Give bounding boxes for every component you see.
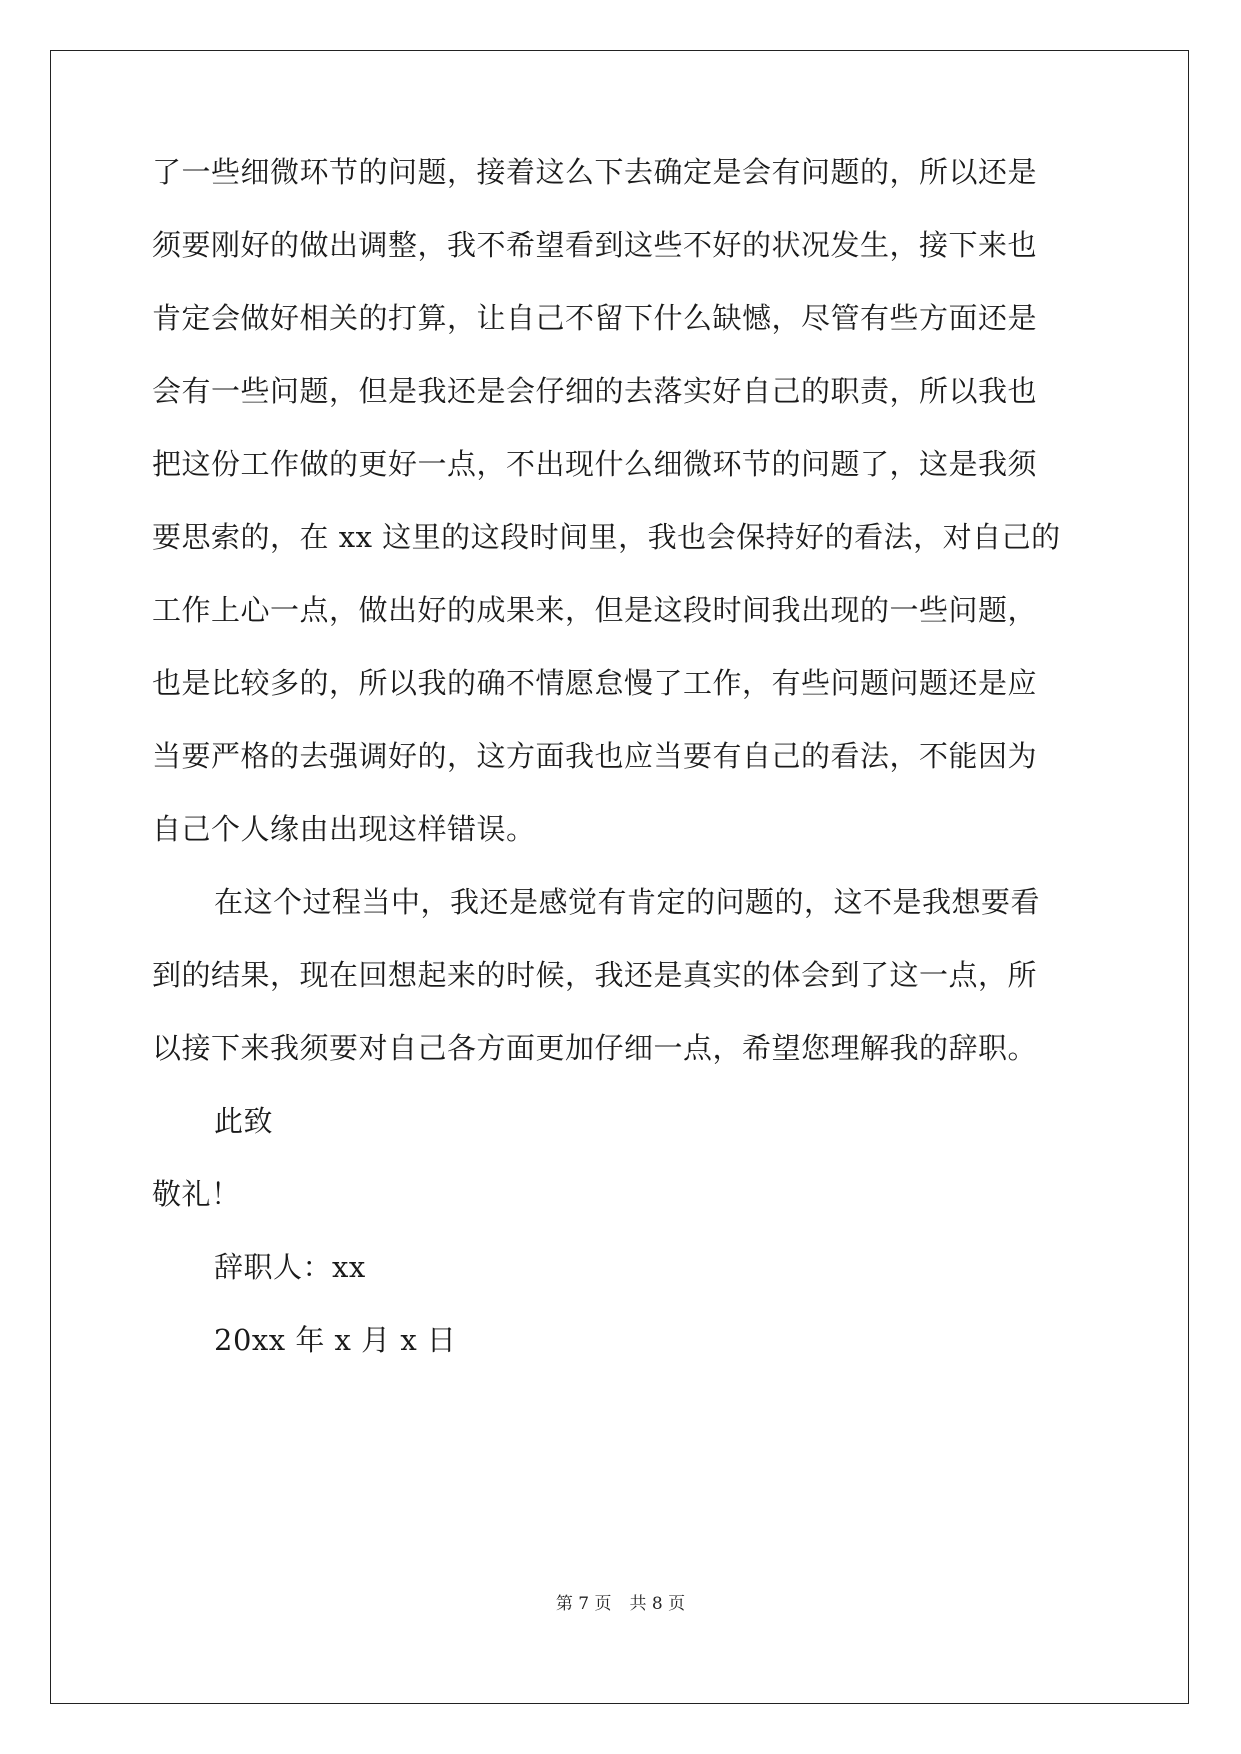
body-line: 到的结果，现在回想起来的时候，我还是真实的体会到了这一点，所: [152, 958, 1038, 992]
page-current: 第 7 页: [555, 1594, 612, 1614]
body-line: 也是比较多的，所以我的确不情愿怠慢了工作，有些问题问题还是应: [152, 666, 1038, 700]
body-line: 须要刚好的做出调整，我不希望看到这些不好的状况发生，接下来也: [152, 228, 1038, 262]
body-line: 在这个过程当中，我还是感觉有肯定的问题的，这不是我想要看: [214, 885, 1041, 919]
date-line: 20xx 年 x 月 x 日: [214, 1323, 457, 1357]
body-line: 会有一些问题，但是我还是会仔细的去落实好自己的职责，所以我也: [152, 374, 1038, 408]
closing-salutation: 此致: [214, 1104, 274, 1138]
closing-regards: 敬礼！: [152, 1177, 241, 1211]
body-line: 把这份工作做的更好一点，不出现什么细微环节的问题了，这是我须: [152, 447, 1038, 481]
body-line: 自己个人缘由出现这样错误。: [152, 812, 536, 846]
body-line: 当要严格的去强调好的，这方面我也应当要有自己的看法，不能因为: [152, 739, 1038, 773]
signer-line: 辞职人：xx: [214, 1250, 366, 1284]
body-line: 工作上心一点，做出好的成果来，但是这段时间我出现的一些问题，: [152, 593, 1038, 627]
body-line: 要思索的，在 xx 这里的这段时间里，我也会保持好的看法，对自己的: [152, 520, 1061, 554]
body-line: 肯定会做好相关的打算，让自己不留下什么缺憾，尽管有些方面还是: [152, 301, 1038, 335]
body-line: 了一些细微环节的问题，接着这么下去确定是会有问题的，所以还是: [152, 155, 1038, 189]
page-number-footer: [0, 1592, 1241, 1616]
body-line: 以接下来我须要对自己各方面更加仔细一点，希望您理解我的辞职。: [152, 1031, 1038, 1065]
page-total: 共 8 页: [629, 1594, 686, 1614]
